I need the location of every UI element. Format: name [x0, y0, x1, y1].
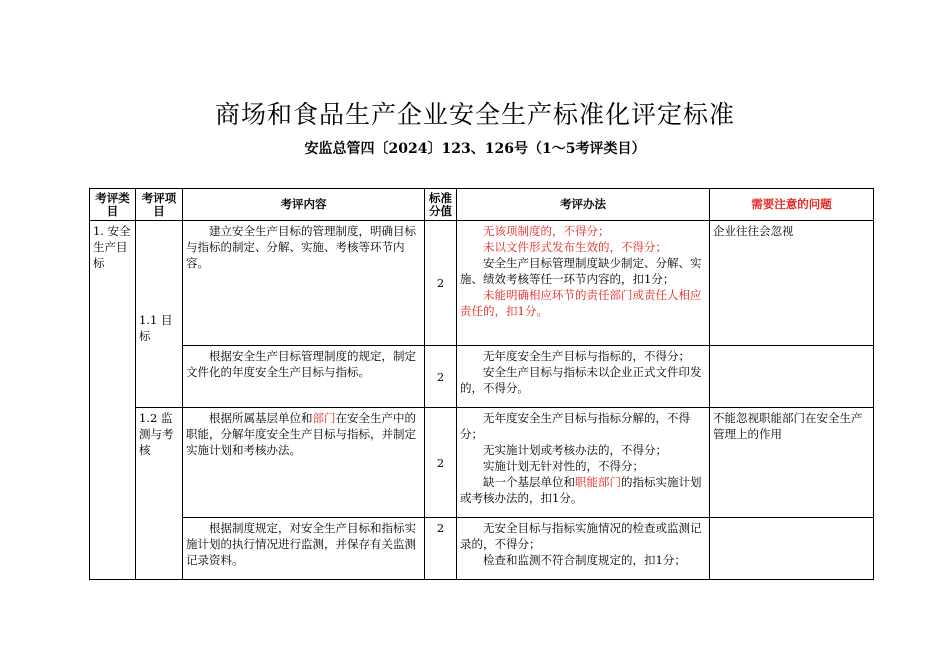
method-line: 无年度安全生产目标与指标分解的，不得分； [460, 411, 690, 441]
score-cell: 2 [425, 408, 457, 518]
method-line: 检查和监测不符合制度规定的，扣1分； [483, 553, 686, 567]
content-cell [183, 221, 425, 346]
score-cell: 2 [425, 518, 457, 580]
method-line: 无该项制度的，不得分； [483, 224, 610, 238]
header-score: 标准分值 [425, 189, 457, 221]
score-cell: 2 [425, 346, 457, 408]
header-content: 考评内容 [183, 189, 425, 221]
notes-cell [710, 346, 874, 408]
content-text: 根据安全生产目标管理制度的规定，制定文件化的年度安全生产目标与指标。 [186, 349, 416, 379]
standards-table [89, 188, 874, 580]
content-cell [183, 518, 425, 580]
score-cell: 2 [425, 221, 457, 346]
table-row [90, 518, 874, 580]
method-line: 无安全目标与指标实施情况的检查或监测记录的，不得分； [460, 521, 702, 551]
method-line: 无年度安全生产目标与指标的，不得分； [483, 349, 690, 363]
content-text-pre: 根据所属基层单位和 [209, 411, 313, 425]
category-cell: 1. 安全生产目标 [90, 221, 136, 580]
method-line: 安全生产目标管理制度缺少制定、分解、实施、绩效考核等任一环节内容的，扣1分； [460, 256, 702, 286]
content-text-highlight: 部门 [312, 411, 336, 425]
method-cell [457, 518, 710, 580]
method-text-highlight: 职能部门 [575, 475, 621, 489]
notes-cell [710, 518, 874, 580]
item-cell: 1.2 监测与考核 [136, 408, 183, 580]
header-method: 考评办法 [457, 189, 710, 221]
method-cell [457, 346, 710, 408]
method-cell [457, 221, 710, 346]
header-notes: 需要注意的问题 [710, 189, 874, 221]
notes-cell: 不能忽视职能部门在安全生产管理上的作用 [710, 408, 874, 518]
method-line: 无实施计划或考核办法的，不得分； [483, 443, 667, 457]
method-text-post: 的指标实施计划或考核办法的，扣1分。 [460, 475, 702, 505]
method-line: 未以文件形式发布生效的，不得分； [483, 240, 667, 254]
header-item: 考评项目 [136, 189, 183, 221]
method-cell [457, 408, 710, 518]
method-line: 安全生产目标与指标未以企业正式文件印发的，不得分。 [460, 365, 702, 395]
content-text: 建立安全生产目标的管理制度，明确目标与指标的制定、分解、实施、考核等环节内容。 [186, 224, 416, 270]
content-text: 根据制度规定，对安全生产目标和指标实施计划的执行情况进行监测，并保存有关监测记录资料。 [186, 521, 416, 567]
content-cell [183, 408, 425, 518]
method-text-pre: 缺一个基层单位和 [483, 475, 575, 489]
content-text [186, 410, 421, 458]
table-row [90, 221, 874, 346]
content-text-post: 在安全生产中的职能，分解年度安全生产目标与指标，并制定实施计划和考核办法。 [186, 411, 416, 457]
table-header-row [90, 189, 874, 221]
method-line: 实施计划无针对性的，不得分； [483, 459, 644, 473]
content-cell [183, 346, 425, 408]
notes-cell: 企业往往会忽视 [710, 221, 874, 346]
table-row [90, 408, 874, 518]
header-category: 考评类目 [90, 189, 136, 221]
method-line: 未能明确相应环节的责任部门或责任人相应责任的，扣1分。 [460, 288, 702, 318]
item-cell: 1.1 目标 [136, 221, 183, 408]
method-line [460, 474, 706, 506]
document-subtitle: 安监总管四〔2024〕123、126号（1～5考评类目） [304, 141, 646, 157]
document-title: 商场和食品生产企业安全生产标准化评定标准 [214, 100, 735, 129]
table-row [90, 346, 874, 408]
